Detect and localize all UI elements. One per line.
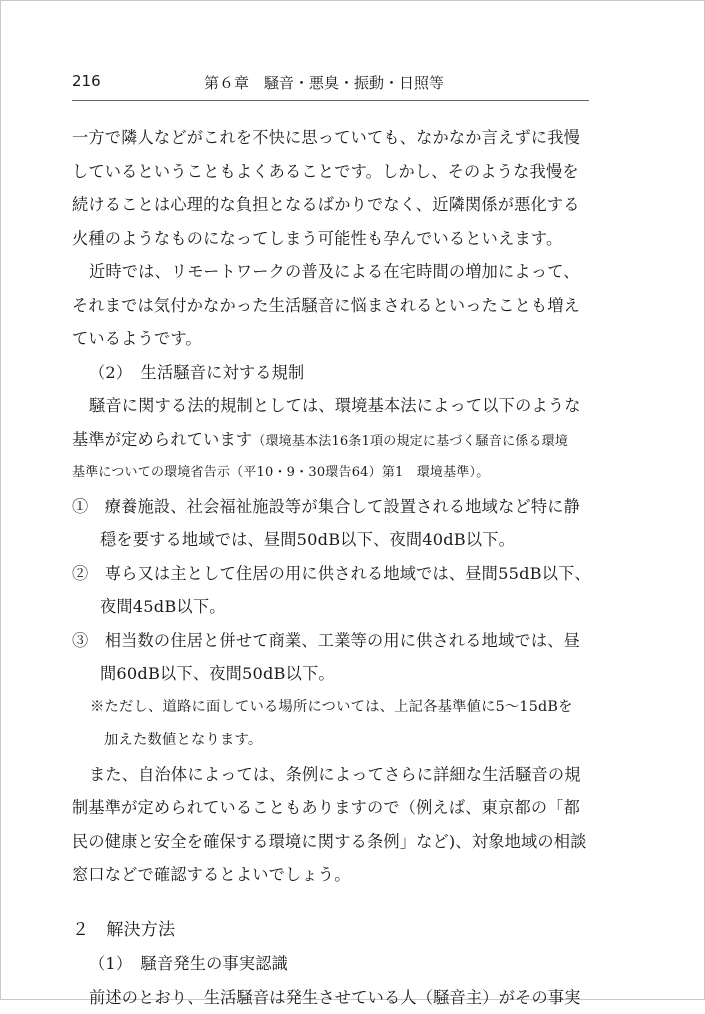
paragraph-line: 近時では、リモートワークの普及による在宅時間の増加によって、 [72, 255, 592, 289]
paragraph-line: 制基準が定められていることもありますので（例えば、東京都の「都 [72, 791, 592, 825]
paragraph-line: しているということもよくあることです。しかし、そのような我慢を [72, 155, 592, 189]
body-text [72, 121, 592, 1014]
note-line: ※ただし、道路に面している場所については、上記各基準値に5〜15dBを [72, 691, 592, 725]
list-item-line: 夜間45dB以下。 [72, 590, 592, 624]
paragraph-line: ているようです。 [72, 322, 592, 356]
paragraph-line: 窓口などで確認するとよいでしょう。 [72, 858, 592, 892]
paragraph-line: 騒音に関する法的規制としては、環境基本法によって以下のような [72, 389, 592, 423]
page-number: 216 [72, 72, 101, 90]
citation-line: 基準についての環境省告示（平10・9・30環告64）第1 環境基準）。 [72, 456, 592, 490]
paragraph-line [72, 423, 592, 457]
paragraph-line: 一方で隣人などがこれを不快に思っていても、なかなか言えずに我慢 [72, 121, 592, 155]
paragraph-line: それまでは気付かなかった生活騒音に悩まされるといったことも増え [72, 289, 592, 323]
running-header [72, 72, 592, 98]
citation-text: （環境基本法16条1項の規定に基づく騒音に係る環境 [252, 434, 568, 449]
list-item-line: ② 専ら又は主として住居の用に供される地域では、昼間55dB以下、 [72, 557, 592, 591]
header-rule [72, 100, 589, 101]
note-line: 加えた数値となります。 [72, 724, 592, 758]
list-item-line: ① 療養施設、社会福祉施設等が集合して設置される地域など特に静 [72, 490, 592, 524]
chapter-title: 第６章 騒音・悪臭・振動・日照等 [204, 72, 444, 93]
paragraph-line: 火種のようなものになってしまう可能性も孕んでいるといえます。 [72, 222, 592, 256]
paragraph-line: 前述のとおり、生活騒音は発生させている人（騒音主）がその事実 [72, 981, 592, 1014]
list-item-line: ③ 相当数の住居と併せて商業、工業等の用に供される地域では、昼 [72, 624, 592, 658]
paragraph-line: 続けることは心理的な負担となるばかりでなく、近隣関係が悪化する [72, 188, 592, 222]
section-gap [72, 892, 592, 914]
paragraph-line: 民の健康と安全を確保する環境に関する条例」など)、対象地域の相談 [72, 825, 592, 859]
subsection-heading: （2） 生活騒音に対する規制 [72, 356, 592, 390]
list-item-line: 穏を要する地域では、昼間50dB以下、夜間40dB以下。 [72, 523, 592, 557]
subsection-heading: （1） 騒音発生の事実認識 [72, 947, 592, 981]
paragraph-text: 基準が定められています [72, 430, 252, 449]
section-heading: ２ 解決方法 [72, 914, 592, 948]
list-item-line: 間60dB以下、夜間50dB以下。 [72, 657, 592, 691]
paragraph-line: また、自治体によっては、条例によってさらに詳細な生活騒音の規 [72, 758, 592, 792]
